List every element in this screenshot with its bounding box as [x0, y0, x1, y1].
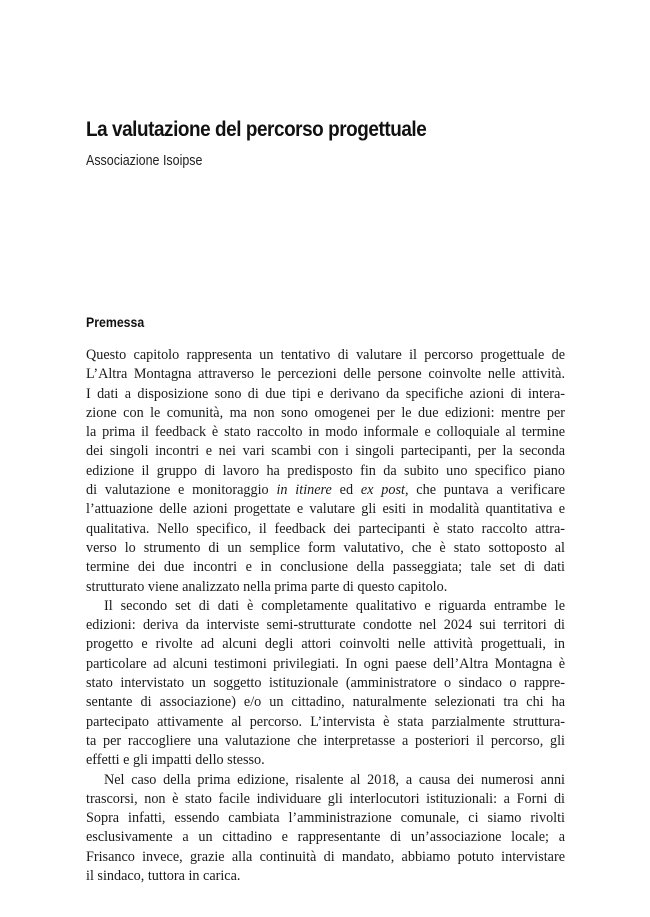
- italic-term-in-itinere: in itinere: [276, 482, 332, 499]
- chapter-author: Associazione Isoipse: [86, 153, 203, 169]
- text-line: sentante di associazione) e/o un cittadino, naturalmente selezionati tra chi ha: [86, 694, 565, 711]
- text-line: Frisanco invece, grazie alla continuità di mandato, abbiamo potuto intervistare: [86, 848, 565, 865]
- text-line: effetti e gli impatti dello stesso.: [86, 752, 265, 769]
- text-line: trascorsi, non è stato facile individuare gli interlocutori istituzionali: a Forni di: [86, 790, 565, 807]
- body-text: [86, 346, 565, 886]
- text-line: esclusivamente a un cittadino e rappresentante di un’associazione locale; a: [86, 829, 565, 846]
- text-line: dei singoli incontri e nei vari scambi con i singoli partecipanti, per la seconda: [86, 443, 565, 460]
- text-line: il sindaco, tuttora in carica.: [86, 868, 241, 885]
- text-segment: di valutazione e monitoraggio: [86, 482, 277, 499]
- text-line: Questo capitolo rappresenta un tentativo di valutare il percorso progettuale de: [86, 347, 565, 363]
- text-segment: , che puntava a verificare: [404, 482, 565, 499]
- section-heading: Premessa: [86, 314, 145, 330]
- text-line: particolare ad alcuni testimoni privilegiati. In ogni paese dell’Altra Montagna è: [86, 655, 565, 672]
- text-line: Sopra infatti, essendo cambiata l’amministrazione comunale, ci siamo rivolti: [86, 810, 565, 827]
- text-line: termine dei due incontri e in conclusione della passeggiata; tale set di dati: [86, 559, 565, 576]
- text-line: Il secondo set di dati è completamente qualitativo e riguarda entrambe le: [104, 597, 565, 614]
- text-line: edizioni: deriva da interviste semi-strutturate condotte nel 2024 sui territori di: [86, 617, 565, 634]
- italic-term-ex-post: ex post: [360, 482, 405, 499]
- paragraph-2: [86, 597, 565, 771]
- paragraph-1: [86, 346, 565, 597]
- text-line: L’Altra Montagna attraverso le percezioni delle persone coinvolte nelle attività.: [86, 366, 565, 383]
- text-line: edizione il gruppo di lavoro ha predisposto fin da subito uno specifico piano: [86, 462, 565, 479]
- text-line: stato intervistato un soggetto istituzionale (amministratore o sindaco o rappre-: [86, 675, 565, 692]
- text-line: l’attuazione delle azioni progettate e valutare gli esiti in modalità quantitativa e: [86, 501, 565, 518]
- text-line: I dati a disposizione sono di due tipi e derivano da specifiche azioni di intera-: [86, 385, 565, 402]
- text-line: ta per raccogliere una valutazione che interpretasse a posteriori il percorso, gli: [86, 732, 565, 749]
- text-line: qualitativa. Nello specifico, il feedback dei partecipanti è stato raccolto attra-: [86, 520, 565, 537]
- text-line: partecipato attivamente al percorso. L’intervista è stata parzialmente struttura-: [86, 713, 565, 730]
- text-segment: ed: [331, 482, 361, 499]
- text-line: Nel caso della prima edizione, risalente al 2018, a causa dei numerosi anni: [104, 771, 565, 788]
- text-line-with-italics: [86, 481, 565, 500]
- text-line: verso lo strumento di un semplice form valutativo, che è stato sottoposto al: [86, 539, 565, 556]
- text-line: la prima il feedback è stato raccolto in modo informale e colloquiale al termine: [86, 424, 565, 441]
- text-line: zione con le comunità, ma non sono omogenei per le due edizioni: mentre per: [86, 404, 565, 421]
- paragraph-3: [86, 771, 565, 887]
- chapter-title: La valutazione del percorso progettuale: [86, 117, 427, 141]
- text-line: strutturato viene analizzato nella prima parte di questo capitolo.: [86, 578, 448, 595]
- text-line: progetto e rivolte ad alcuni degli attori coinvolti nelle attività progettuali, in: [86, 636, 565, 653]
